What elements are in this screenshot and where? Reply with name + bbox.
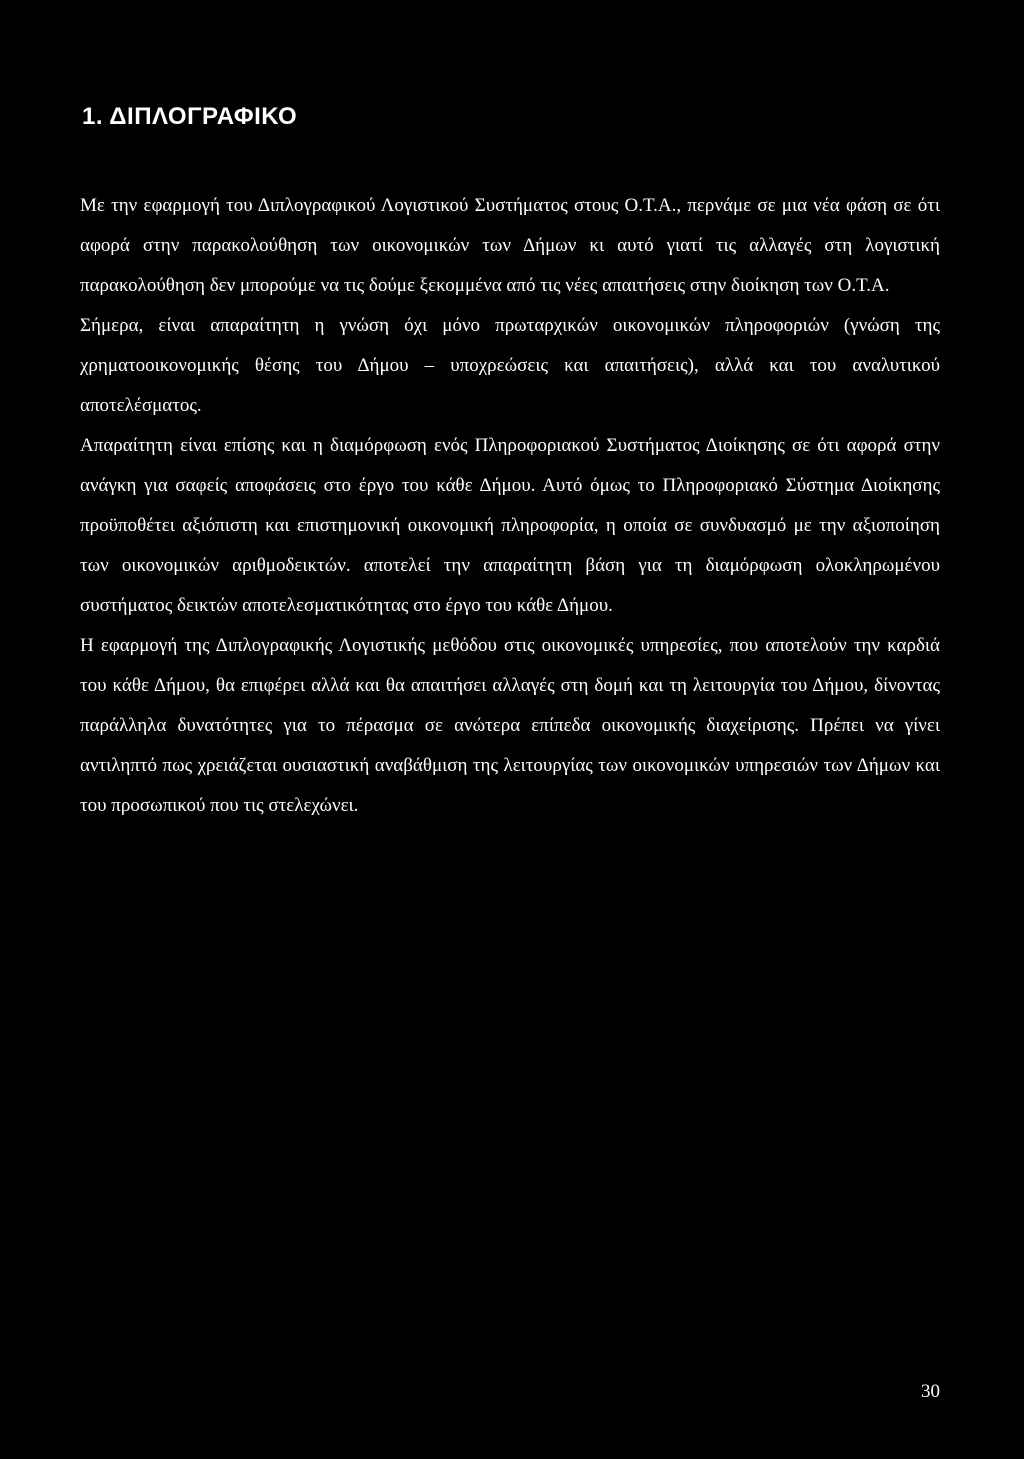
paragraph-information-system: Απαραίτητη είναι επίσης και η διαμόρφωση ενός Πληροφοριακού Συστήματος Διοίκησης σε ότι αφορά στην ανάγκη για σαφείς αποφάσεις στο έργο του κάθε Δήμου. Αυτό όμως το Πληροφοριακό Σύστημα Διοίκησης προϋποθέτει αξιόπιστη και επιστημονική οικονομική πληροφορία, η οποία σε συνδυασμό με την αξιοποίηση των οικονομικών αριθμοδεικτών. αποτελεί την απαραίτητη βάση για τη διαμόρφωση ολοκληρωμένου συστήματος δεικτών αποτελεσματικότητας στο έργο του κάθε Δήμου. — [80, 435, 940, 616]
section-heading: 1. ΔΙΠΛΟΓΡΑΦΙΚΟ — [82, 103, 298, 130]
page-number: 30 — [921, 1381, 940, 1402]
paragraph-application: Η εφαρμογή της Διπλογραφικής Λογιστικής μεθόδου στις οικονομικές υπηρεσίες, που αποτελούν την καρδιά του κάθε Δήμου, θα επιφέρει αλλά και θα απαιτήσει αλλαγές στη δομή και τη λειτουργία του Δήμου, δίνοντας παράλληλα δυνατότητες για το πέρασμα σε ανώτερα επίπεδα οικονομικής διαχείρισης. Πρέπει να γίνει αντιληπτό πως χρειάζεται ουσιαστική αναβάθμιση της λειτουργίας των οικονομικών υπηρεσιών των Δήμων και του προσωπικού που τις στελεχώνει. — [80, 635, 940, 816]
paragraph-intro: Με την εφαρμογή του Διπλογραφικού Λογιστικού Συστήματος στους Ο.Τ.Α., περνάμε σε μια νέα φάση σε ότι αφορά στην παρακολούθηση των οικονομικών των Δήμων κι αυτό γιατί τις αλλαγές στη λογιστική παρακολούθηση δεν μπορούμε να τις δούμε ξεκομμένα από τις νέες απαιτήσεις στην διοίκηση των Ο.Τ.Α. — [80, 195, 940, 296]
paragraph-knowledge: Σήμερα, είναι απαραίτητη η γνώση όχι μόνο πρωταρχικών οικονομικών πληροφοριών (γνώση της χρηματοοικονομικής θέσης του Δήμου – υποχρεώσεις και απαιτήσεις), αλλά και του αναλυτικού αποτελέσματος. — [80, 315, 940, 416]
body-text — [80, 186, 940, 826]
